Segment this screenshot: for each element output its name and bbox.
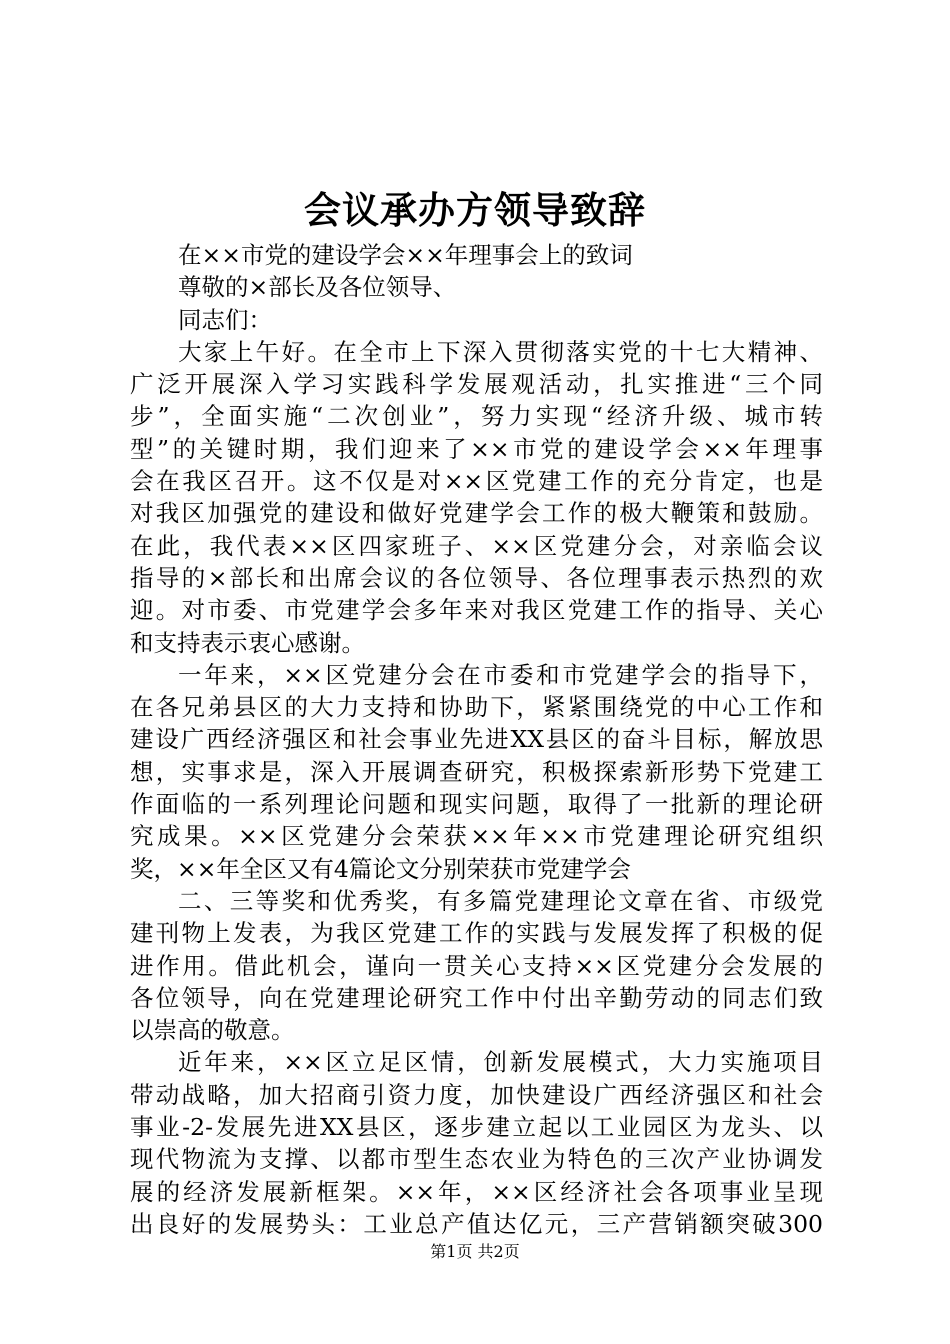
- text-line: 步”，全面实施“二次创业”，努力实现“经济升级、城市转: [130, 402, 823, 431]
- text-line: 想，实事求是，深入开展调查研究，积极探索新形势下党建工: [130, 757, 823, 786]
- text-line: 究成果。××区党建分会荣获××年××市党建理论研究组织: [130, 822, 823, 851]
- text-line: 展的经济发展新框架。××年，××区经济社会各项事业呈现: [130, 1177, 823, 1206]
- text-line: 带动战略，加大招商引资力度，加快建设广西经济强区和社会: [130, 1080, 823, 1109]
- text-line: 迎。对市委、市党建学会多年来对我区党建工作的指导、关心: [130, 596, 823, 625]
- text-line: 奖，××年全区又有4篇论文分别荣获市党建学会: [130, 854, 631, 883]
- document-body: [130, 239, 823, 1240]
- text-line: 指导的×部长和出席会议的各位领导、各位理事表示热烈的欢: [130, 563, 823, 592]
- text-line: 建刊物上发表，为我区党建工作的实践与发展发挥了积极的促: [130, 919, 823, 948]
- text-line: 在各兄弟县区的大力支持和协助下，紧紧围绕党的中心工作和: [130, 693, 823, 722]
- text-line: 在××市党的建设学会××年理事会上的致词: [178, 241, 633, 269]
- text-line: 二、三等奖和优秀奖，有多篇党建理论文章在省、市级党: [178, 886, 823, 915]
- text-line: 一年来，××区党建分会在市委和市党建学会的指导下，: [178, 660, 823, 689]
- text-line: 近年来，××区立足区情，创新发展模式，大力实施项目: [178, 1048, 823, 1077]
- text-line: 现代物流为支撑、以都市型生态农业为特色的三次产业协调发: [130, 1145, 823, 1174]
- text-line: 同志们：: [178, 305, 272, 334]
- document-title: 会议承办方领导致辞: [304, 188, 646, 232]
- text-line: 和支持表示衷心感谢。: [130, 628, 365, 657]
- text-line: 对我区加强党的建设和做好党建学会工作的极大鞭策和鼓励。: [130, 499, 823, 528]
- text-line: 进作用。借此机会，谨向一贯关心支持××区党建分会发展的: [130, 951, 823, 980]
- text-line: 在此，我代表××区四家班子、××区党建分会，对亲临会议: [130, 531, 823, 560]
- text-line: 各位领导，向在党建理论研究工作中付出辛勤劳动的同志们致: [130, 983, 823, 1012]
- text-line: 以崇高的敬意。: [130, 1016, 295, 1045]
- text-line: 事业-2-发展先进XX县区，逐步建立起以工业园区为龙头、以: [130, 1113, 823, 1142]
- text-line: 广泛开展深入学习实践科学发展观活动，扎实推进“三个同: [130, 370, 823, 399]
- text-line: 大家上午好。在全市上下深入贯彻落实党的十七大精神、: [178, 337, 823, 366]
- text-line: 建设广西经济强区和社会事业先进XX县区的奋斗目标，解放思: [130, 725, 823, 754]
- text-line: 尊敬的×部长及各位领导、: [178, 273, 457, 302]
- text-line: 出良好的发展势头：工业总产值达亿元，三产营销额突破300: [130, 1209, 823, 1238]
- text-line: 型”的关键时期，我们迎来了××市党的建设学会××年理事: [130, 434, 823, 463]
- text-line: 作面临的一系列理论问题和现实问题，取得了一批新的理论研: [130, 790, 823, 819]
- page-footer: 第1页 共2页: [430, 1242, 520, 1261]
- text-line: 会在我区召开。这不仅是对××区党建工作的充分肯定，也是: [130, 467, 823, 496]
